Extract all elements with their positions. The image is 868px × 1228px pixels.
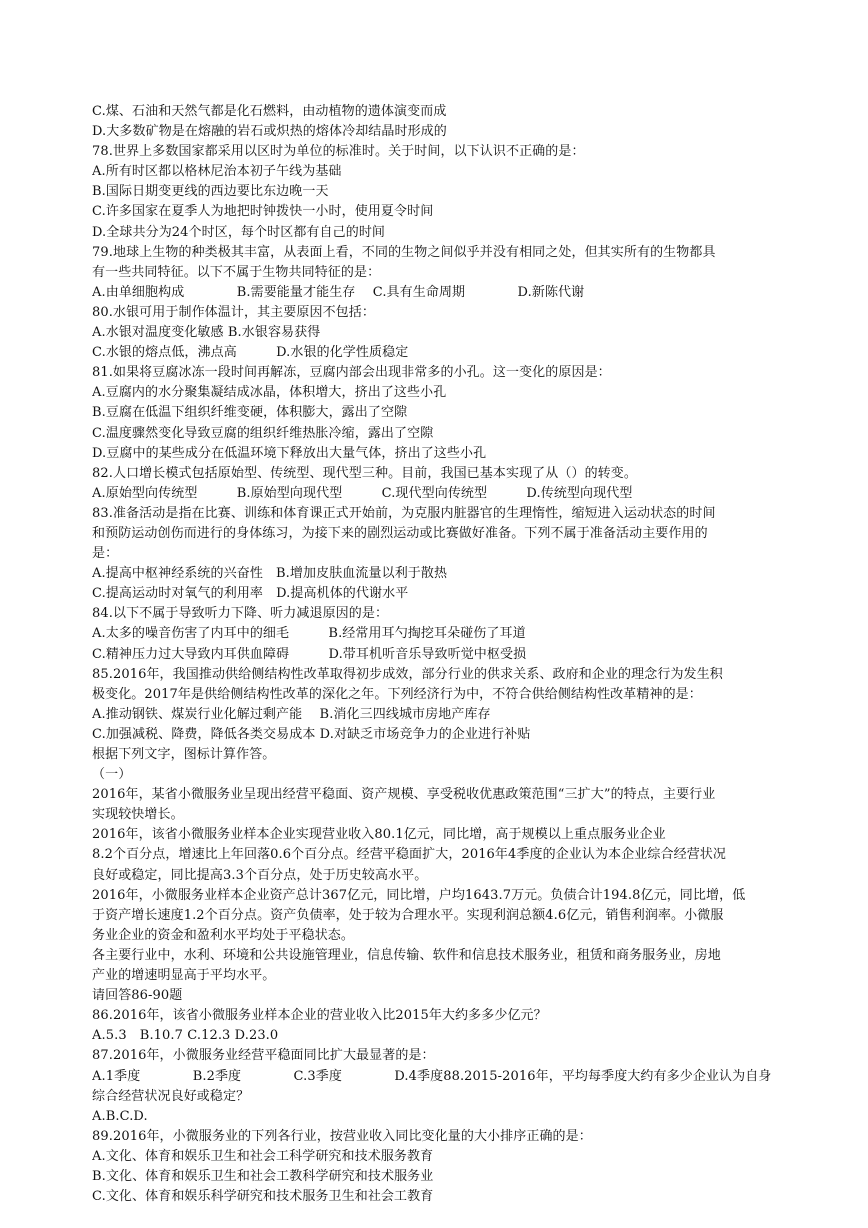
question-80: 80.水银可用于制作体温计，其主要原因不包括：: [92, 304, 375, 320]
options-82: A.原始型向传统型 B.原始型向现代型 C.现代型向传统型 D.传统型向现代型: [92, 485, 633, 501]
question-84: 84.以下不属于导致听力下降、听力减退原因的是：: [92, 606, 389, 622]
options-79: A.由单细胞构成 B.需要能量才能生存 C.具有生命周期 D.新陈代谢: [92, 284, 585, 300]
question-83-cont: 和预防运动创伤而进行的身体练习，为接下来的剧烈运动或比赛做好准备。下列不属于准备活动主要作用的: [92, 525, 708, 541]
section-heading: （一）: [92, 767, 132, 783]
question-89: 89.2016年，小微服务业的下列各行业，按营业收入同比变化量的大小排序正确的是：: [92, 1128, 592, 1144]
passage-line: 8.2个百分点，增速比上年回落0.6个百分点。经营平稳面扩大，2016年4季度的企业认为本企业综合经营状况: [92, 847, 727, 863]
options-88: A.B.C.D.: [92, 1108, 148, 1124]
option-b: B.文化、体育和娱乐卫生和社会工教科学研究和技术服务业: [92, 1168, 434, 1184]
passage-line: 2016年，小微服务业样本企业资产总计367亿元，同比增，户均1643.7万元。负债合计194.8亿元，同比增，低: [92, 887, 746, 903]
question-79: 79.地球上生物的种类极其丰富，从表面上看，不同的生物之间似乎并没有相同之处，但其实所有的生物都具: [92, 244, 716, 260]
passage-line: 务业企业的资金和盈利水平均处于平稳状态。: [92, 927, 355, 943]
question-87: 87.2016年，小微服务业经营平稳面同比扩大最显著的是：: [92, 1048, 435, 1064]
question-83-cont: 是：: [92, 546, 119, 562]
passage-line: 各主要行业中，水利、环境和公共设施管理业，信息传输、软件和信息技术服务业，租赁和商务服务业，房地: [92, 947, 721, 963]
text-line: C.煤、石油和天然气都是化石燃料，由动植物的遗体演变而成: [92, 104, 447, 119]
question-88-cont: 综合经营状况良好或稳定？: [92, 1088, 250, 1104]
option-a: A.文化、体育和娱乐卫生和社会工科学研究和技术服务教育: [92, 1148, 434, 1164]
question-83: 83.准备活动是指在比赛、训练和体育课正式开始前，为克服内脏器官的生理惰性，缩短进入运动状态的时间: [92, 505, 716, 521]
options-83-cd: C.提高运动时对氧气的利用率 D.提高机体的代谢水平: [92, 586, 409, 602]
option-b: B.豆腐在低温下组织纤维变硬，体积膨大，露出了空隙: [92, 405, 408, 421]
options-85-ab: A.推动钢铁、煤炭行业化解过剩产能 B.消化三四线城市房地产库存: [92, 706, 491, 722]
passage-line: 良好或稳定，同比提高3.3个百分点，处于历史较高水平。: [92, 867, 428, 883]
text-line: D.大多数矿物是在熔融的岩石或炽热的熔体冷却结晶时形成的: [92, 124, 447, 140]
passage-line: 2016年，该省小微服务业样本企业实现营业收入80.1亿元，同比增，高于规模以上重点服务业企业: [92, 827, 666, 843]
passage-line: 于资产增长速度1.2个百分点。资产负债率，处于较为合理水平。实现利润总额4.6亿元，销售利润率。小微服: [92, 907, 724, 923]
options-84-ab: A.太多的噪音伤害了内耳中的细毛 B.经常用耳勺掏挖耳朵碰伤了耳道: [92, 626, 526, 642]
options-85-cd: C.加强减税、降费，降低各类交易成本 D.对缺乏市场竞争力的企业进行补贴: [92, 726, 531, 742]
section-instruction: 根据下列文字，图标计算作答。: [92, 747, 276, 762]
options-87-question-88: A.1季度 B.2季度 C.3季度 D.4季度88.2015-2016年，平均每季度大约有多少企业认为自身: [92, 1068, 772, 1084]
options-86: A.5.3 B.10.7 C.12.3 D.23.0: [92, 1028, 279, 1044]
option-a: A.所有时区都以格林尼治本初子午线为基础: [92, 164, 342, 180]
question-86: 86.2016年，该省小微服务业样本企业的营业收入比2015年大约多多少亿元？: [92, 1008, 547, 1024]
option-c: C.温度骤然变化导致豆腐的组织纤维热胀冷缩，露出了空隙: [92, 425, 434, 441]
passage-line: 2016年，某省小微服务业呈现出经营平稳面、资产规模、享受税收优惠政策范围“三扩大”的特点，主要行业: [92, 787, 716, 803]
option-d: D.全球共分为24个时区，每个时区都有自己的时间: [92, 224, 386, 240]
question-82: 82.人口增长模式包括原始型、传统型、现代型三种。目前，我国已基本实现了从（）的转变。: [92, 465, 637, 481]
option-c: C.许多国家在夏季人为地把时钟拨快一小时，使用夏令时间: [92, 204, 434, 220]
option-a: A.豆腐内的水分聚集凝结成冰晶，体积增大，挤出了这些小孔: [92, 385, 447, 401]
option-d: D.豆腐中的某些成分在低温环境下释放出大量气体，挤出了这些小孔: [92, 445, 487, 461]
passage-line: 产业的增速明显高于平均水平。: [92, 968, 276, 984]
options-80-ab: A.水银对温度变化敏感 B.水银容易获得: [92, 325, 321, 341]
options-80-cd: C.水银的熔点低，沸点高 D.水银的化学性质稳定: [92, 345, 409, 361]
options-84-cd: C.精神压力过大导致内耳供血障碍 D.带耳机听音乐导致听觉中枢受损: [92, 646, 527, 662]
question-85-cont: 极变化。2017年是供给侧结构性改革的深化之年。下列经济行为中，不符合供给侧结构性改革精神的是：: [92, 686, 702, 702]
question-85: 85.2016年，我国推动供给侧结构性改革取得初步成效，部分行业的供求关系、政府和企业的理念行为发生积: [92, 666, 723, 682]
option-c: C.文化、体育和娱乐科学研究和技术服务卫生和社会工教育: [92, 1189, 434, 1205]
passage-line: 实现较快增长。: [92, 807, 184, 823]
document-page: [92, 102, 804, 1207]
question-81: 81.如果将豆腐冰冻一段时间再解冻，豆腐内部会出现非常多的小孔。这一变化的原因是：: [92, 365, 611, 381]
options-83-ab: A.提高中枢神经系统的兴奋性 B.增加皮肤血流量以利于散热: [92, 566, 448, 582]
option-b: B.国际日期变更线的西边要比东边晚一天: [92, 184, 329, 200]
question-79-cont: 有一些共同特征。以下不属于生物共同特征的是：: [92, 264, 381, 280]
answer-instruction: 请回答86-90题: [92, 988, 183, 1004]
question-78: 78.世界上多数国家都采用以区时为单位的标准时。关于时间，以下认识不正确的是：: [92, 144, 585, 160]
